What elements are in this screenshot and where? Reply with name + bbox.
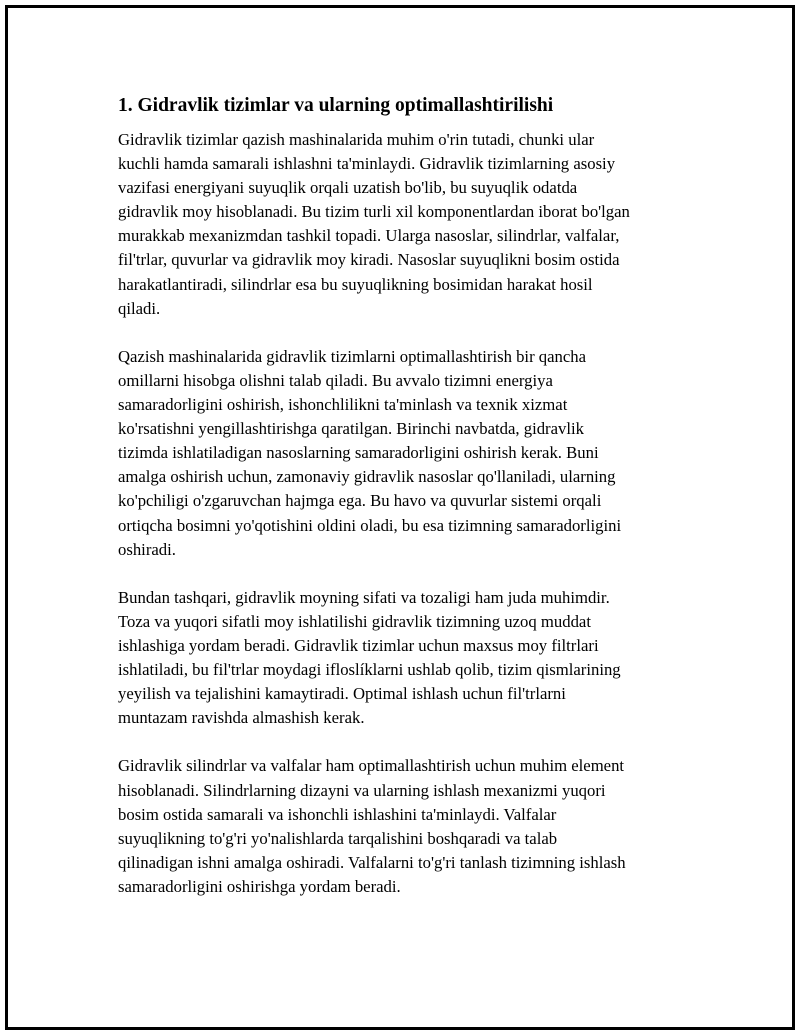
text-line: ortiqcha bosimni yo'qotishini oldini oladi, bu esa tizimning samaradorligini [118, 515, 622, 535]
text-line: murakkab mexanizmdan tashkil topadi. Ularga nasoslar, silindrlar, valfalar, [118, 226, 620, 246]
text-line: hisoblanadi. Silindrlarning dizayni va ularning ishlash mexanizmi yuqori [118, 780, 606, 800]
text-line: Qazish mashinalarida gidravlik tizimlarni optimallashtirish bir qancha [118, 346, 587, 366]
text-line: ishlashiga yordam beradi. Gidravlik tizimlar uchun maxsus moy filtrlari [118, 635, 599, 655]
text-line: samaradorligini oshirishga yordam beradi. [118, 876, 401, 896]
document-body [118, 92, 688, 923]
paragraph-4 [118, 754, 688, 899]
text-line: yeyilish va tejalishini kamaytiradi. Optimal ishlash uchun fil'trlarni [118, 684, 566, 704]
text-line: tizimda ishlatiladigan nasoslarning samaradorligini oshirish kerak. Buni [118, 443, 599, 463]
text-line: muntazam ravishda almashish kerak. [118, 708, 365, 728]
text-line: Bundan tashqari, gidravlik moyning sifati va tozaligi ham juda muhimdir. [118, 587, 610, 607]
text-line: bosim ostida samarali va ishonchli ishlashini ta'minlaydi. Valfalar [118, 804, 557, 824]
text-line: suyuqlikning to'g'ri yo'nalishlarda tarqalishini boshqaradi va talab [118, 828, 558, 848]
text-line: harakatlantiradi, silindrlar esa bu suyuqlikning bosimidan harakat hosil [118, 274, 593, 294]
text-line: ko'pchiligi o'zgaruvchan hajmga ega. Bu havo va quvurlar sistemi orqali [118, 491, 602, 511]
text-line: fil'trlar, quvurlar va gidravlik moy kiradi. Nasoslar suyuqlikni bosim ostida [118, 250, 620, 270]
text-line: samaradorligini oshirish, ishonchlilikni ta'minlash va texnik xizmat [118, 395, 568, 415]
text-line: ishlatiladi, bu fil'trlar moydagi ifloslíklarni ushlab qolib, tizim qismlarining [118, 660, 621, 680]
text-line: gidravlik moy hisoblanadi. Bu tizim turli xil komponentlardan iborat bo'lgan [118, 202, 630, 222]
text-line: ko'rsatishni yengillashtirishga qaratilgan. Birinchi navbatda, gidravlik [118, 419, 584, 439]
text-line: Toza va yuqori sifatli moy ishlatilishi gidravlik tizimning uzoq muddat [118, 611, 591, 631]
text-line: qiladi. [118, 298, 161, 318]
text-line: Gidravlik tizimlar qazish mashinalarida muhim o'rin tutadi, chunki ular [118, 130, 595, 149]
text-line: amalga oshirish uchun, zamonaviy gidravlik nasoslar qo'llaniladi, ularning [118, 467, 616, 487]
section-heading: 1. Gidravlik tizimlar va ularning optimallashtirilishi [118, 95, 554, 116]
text-line: Gidravlik silindrlar va valfalar ham optimallashtirish uchun muhim element [118, 756, 625, 776]
text-line: kuchli hamda samarali ishlashni ta'minlaydi. Gidravlik tizimlarning asosiy [118, 154, 616, 174]
text-line: vazifasi energiyani suyuqlik orqali uzatish bo'lib, bu suyuqlik odatda [118, 178, 578, 198]
text-line: qilinadigan ishni amalga oshiradi. Valfalarni to'g'ri tanlash tizimning ishlash [118, 852, 626, 872]
paragraph-1 [118, 128, 688, 321]
paragraph-3 [118, 586, 688, 731]
text-line: omillarni hisobga olishni talab qiladi. Bu avvalo tizimni energiya [118, 370, 553, 390]
paragraph-2 [118, 345, 688, 562]
text-line: oshiradi. [118, 539, 176, 559]
